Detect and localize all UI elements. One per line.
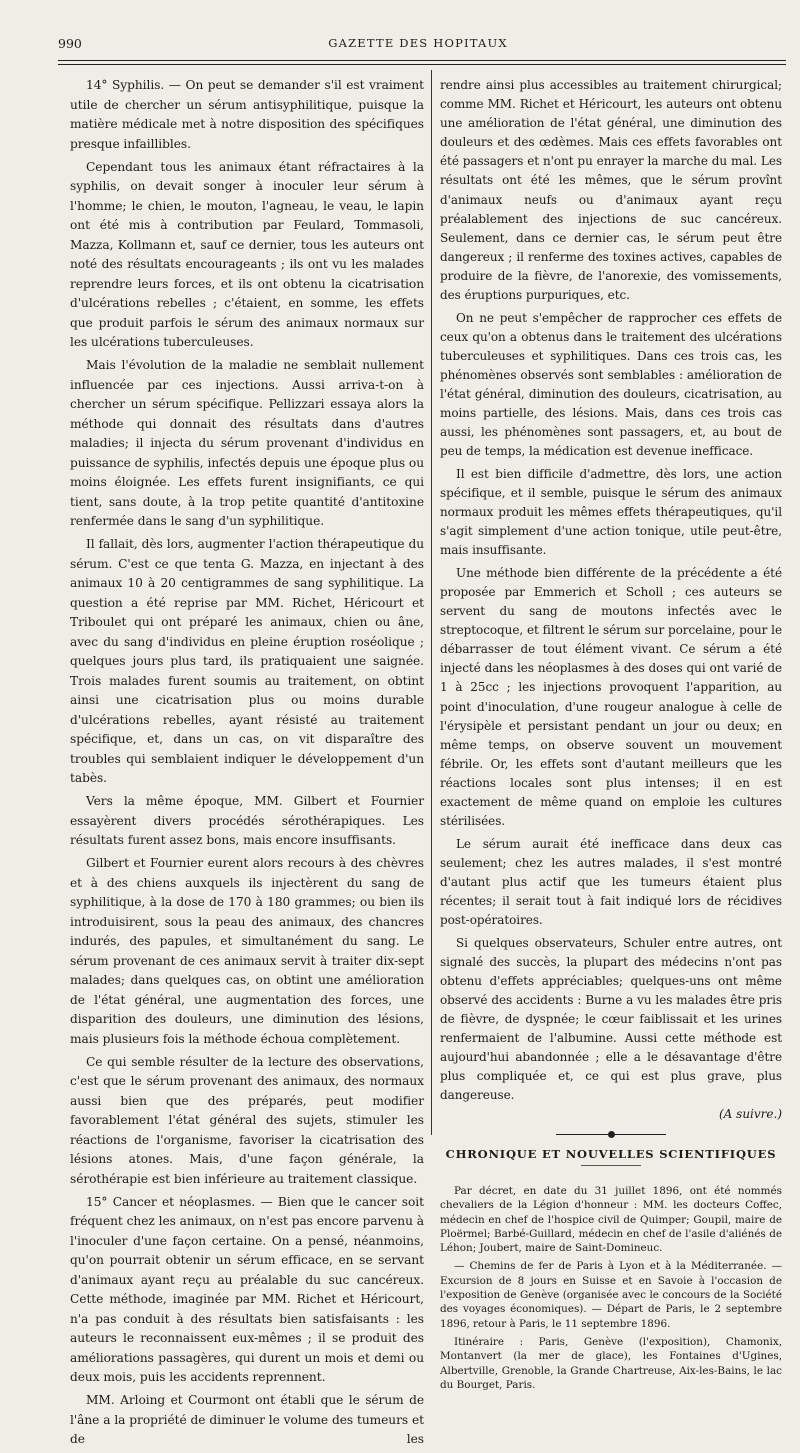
right-column-text [440, 76, 782, 1121]
to-be-continued: (A suivre.) [719, 1106, 782, 1121]
paragraph: MM. Arloing et Courmont ont établi que le sérum de l'âne a la propriété de diminuer le volume des tumeurs et de les [70, 1393, 424, 1446]
running-title: GAZETTE DES HOPITAUX [328, 36, 508, 50]
paragraph: Vers la même époque, MM. Gilbert et Fournier essayèrent divers procédés sérothérapiques. Les résultats furent assez bons, mais encore insuffisants. [70, 794, 424, 847]
paragraph: On ne peut s'empêcher de rapprocher ces effets de ceux qu'on a obtenus dans le traitement des ulcérations tuberculeuses et syphilitiques. Dans ces trois cas, les phénomènes observés sont semblables : amélioration de l'état général, diminution des douleurs, cicatrisation, au moins partielle, des lésions. Mais, dans ces trois cas aussi, les phénomènes sont passagers, et, au bout de peu de temps, la médication est devenue inefficace. [440, 310, 782, 459]
chronicle-paragraph: Par décret, en date du 31 juillet 1896, ont été nommés chevaliers de la Légion d'honneur : MM. les docteurs Coffec, médecin en chef de l'hospice civil de Quimper; Goupil, maire de Ploërmel; Barbé-Guillard, médecin en chef de l'asile d'aliénés de Léhon; Joubert, maire de Saint-Domineuc. [440, 1184, 782, 1255]
paragraph: Gilbert et Fournier eurent alors recours à des chèvres et à des chiens auxquels ils injectèrent du sang de syphilitique, à la dose de 170 à 180 grammes; ou bien ils introduisirent, sous la peau des animaux, des chancres indurés, des papules, et simultanément du sang. Le sérum provenant de ces animaux servit à traiter dix-sept malades; dans quelques cas, on obtint une amélioration de l'état général, une augmentation des forces, une disparition des douleurs, une diminution des lésions, mais plusieurs fois la méthode échoua complètement. [70, 856, 424, 1046]
header-rule-top [58, 60, 786, 61]
chronicle-paragraph: — Chemins de fer de Paris à Lyon et à la Méditerranée. — Excursion de 8 jours en Suisse et en Savoie à l'occasion de l'exposition de Genève (organisée avec le concours de la Société des voyages économiques). — Départ de Paris, le 2 septembre 1896, retour à Paris, le 11 septembre 1896. [440, 1260, 782, 1330]
header-rule-bottom [58, 64, 786, 65]
ornament-dot [608, 1131, 615, 1138]
paragraph: rendre ainsi plus accessibles au traitement chirurgical; comme MM. Richet et Héricourt, les auteurs ont obtenu une amélioration de l'état général, une diminution des douleurs et des œdèmes. Mais ces effets favorables ont été passagers et n'ont pu enrayer la marche du mal. Les résultats ont été les mêmes, que le sérum provînt d'animaux neufs ou d'animaux ayant reçu préalablement des injections de suc cancéreux. Seulement, dans ce dernier cas, le sérum peut être dangereux ; il renferme des toxines actives, capables de produire de la fièvre, de l'anorexie, des vomissements, des éruptions purpuriques, etc. [440, 78, 782, 303]
paragraph: 14° Syphilis. — On peut se demander s'il est vraiment utile de chercher un sérum antisyphilitique, puisque la matière médicale met à notre disposition des spécifiques presque infaillibles. [70, 78, 424, 151]
paragraph: Il est bien difficile d'admettre, dès lors, une action spécifique, et il semble, puisque le sérum des animaux normaux produit les mêmes effets thérapeutiques, qu'il s'agit simplement d'une action tonique, utile peut-être, mais insuffisante. [440, 466, 782, 558]
paragraph: 15° Cancer et néoplasmes. — Bien que le cancer soit fréquent chez les animaux, on n'est pas encore parvenu à l'inoculer d'une façon certaine. On a pensé, néanmoins, qu'on pourrait obtenir un sérum efficace, en se servant d'animaux ayant reçu au préalable du suc cancéreux. Cette méthode, imaginée par MM. Richet et Héricourt, n'a pas conduit à des résultats bien satisfaisants : les auteurs le reconnaissent eux-mêmes ; il se produit des améliorations passagères, qui durent un mois et demi ou deux mois, puis les accidents reprennent. [70, 1194, 424, 1384]
left-column [70, 76, 424, 1453]
chronicle-heading: CHRONIQUE ET NOUVELLES SCIENTIFIQUES [445, 1146, 777, 1161]
paragraph: Cependant tous les animaux étant réfractaires à la syphilis, on devait songer à inoculer leur sérum à l'homme; le chien, le mouton, l'agneau, le veau, le lapin ont été mis à contribution par Feulard, Tommasoli, Mazza, Kollmann et, sauf ce dernier, tous les auteurs ont noté des résultats encourageants ; ils ont vu les malades reprendre leurs forces, et ils ont obtenu la cicatrisation d'ulcérations rebelles ; c'étaient, en somme, les effets que produit parfois le sérum des animaux normaux sur les ulcérations tuberculeuses. [70, 159, 424, 349]
paragraph: Mais l'évolution de la maladie ne semblait nullement influencée par ces injections. Aussi arriva-t-on à chercher un sérum spécifique. Pellizzari essaya alors la méthode qui donnait des résultats dans d'autres maladies; il injecta du sérum provenant d'individus en puissance de syphilis, infectés depuis une époque plus ou moins éloignée. Les effets furent insignifiants, ce qui tient, sans doute, à la trop petite quantité d'antitoxine renfermée dans le sang d'un syphilitique. [70, 358, 424, 528]
heading-rule [581, 1165, 641, 1166]
paragraph: Une méthode bien différente de la précédente a été proposée par Emmerich et Scholl ; ces auteurs se servent du sang de moutons infectés avec le streptocoque, et filtrent le sérum sur porcelaine, pour le débarrasser de tout élément vivant. Ce sérum a été injecté dans les néoplasmes à des doses qui ont varié de 1 à 25cc ; les injections provoquent l'apparition, au point d'inoculation, d'une rougeur analogue à celle de l'érysipèle et persistant pendant un jour ou deux; en même temps, on observe souvent un mouvement fébrile. Or, les effets sont d'autant meilleurs que les réactions locales sont plus intenses; il en est exactement de même quand on emploie les cultures stérilisées. [440, 565, 782, 829]
page-number: 990 [58, 36, 82, 51]
page-header [58, 36, 778, 54]
paragraph: Ce qui semble résulter de la lecture des observations, c'est que le sérum provenant des animaux, des normaux aussi bien que des préparés, peut modifier favorablement l'état général des sujets, stimuler les réactions de l'organisme, favoriser la cicatrisation des lésions atones. Mais, d'une façon générale, la sérothérapie est bien inférieure au traitement classique. [70, 1054, 424, 1186]
chronicle-paragraph: Itinéraire : Paris, Genève (l'exposition), Chamonix, Montanvert (la mer de glace), les Fontaines d'Ugines, Albertville, Grenoble, la Grande Chartreuse, Aix-les-Bains, le lac du Bourget, Paris. [440, 1335, 782, 1391]
left-column-text [70, 76, 424, 1450]
paragraph: Si quelques observateurs, Schuler entre autres, ont signalé des succès, la plupart des médecins n'ont pas obtenu d'effets appréciables; quelques-uns ont même observé des accidents : Burne a vu les malades être pris de fièvre, de dyspnée; le cœur faiblissait et les urines renfermaient de l'albumine. Aussi cette méthode est aujourd'hui abandonnée ; elle a le désavantage d'être plus compliquée et, ce qui est plus grave, plus dangereuse. [440, 935, 782, 1103]
column-divider [431, 70, 432, 1135]
section-ornament [556, 1131, 666, 1139]
right-column [440, 76, 782, 1396]
paragraph: Il fallait, dès lors, augmenter l'action thérapeutique du sérum. C'est ce que tenta G. Mazza, en injectant à des animaux 10 à 20 centigrammes de sang syphilitique. La question a été reprise par MM. Richet, Héricourt et Triboulet qui ont préparé les animaux, chien ou âne, avec du sang d'individus en pleine éruption roséolique ; quelques jours plus tard, ils pratiquaient une saignée. Trois malades furent soumis au traitement, on obtint ainsi une cicatrisation plus ou moins durable d'ulcérations rebelles, ayant résisté au traitement spécifique, et, dans un cas, on vit disparaître des troubles qui semblaient indiquer le développement d'un tabès. [70, 537, 424, 785]
paragraph: Le sérum aurait été inefficace dans deux cas seulement; chez les autres malades, il s'est montré d'autant plus actif que les tumeurs étaient plus récentes; il serait tout à fait indiqué lors de récidives post-opératoires. [440, 836, 782, 928]
chronicle-text [440, 1184, 782, 1392]
